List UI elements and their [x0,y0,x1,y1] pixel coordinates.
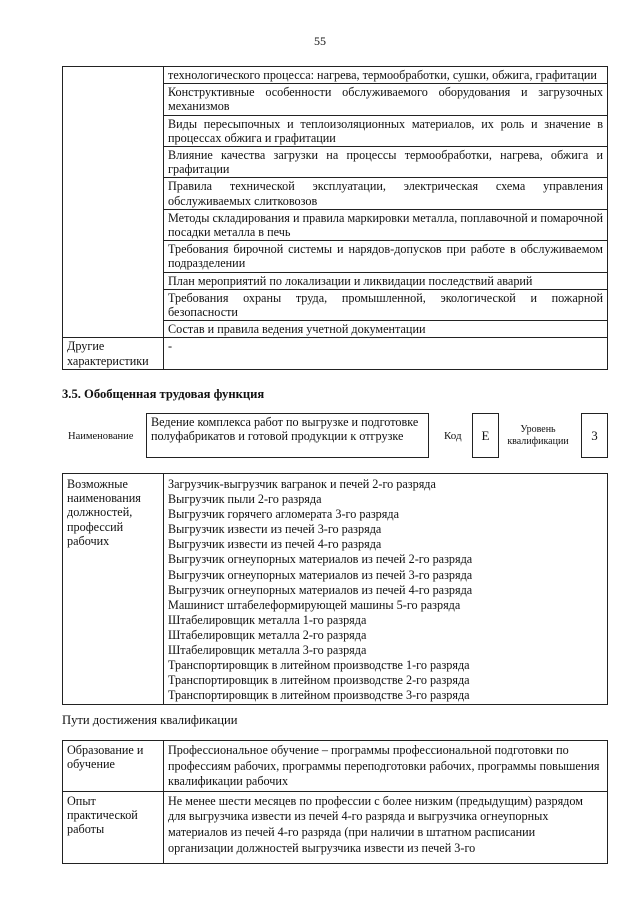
position-item: Штабелировщик металла 3-го разряда [168,643,367,658]
paths-table [62,740,608,864]
experience-label: Опыт практической работы [63,791,164,863]
paths-title: Пути достижения квалификации [62,713,238,727]
knowledge-item: Требования охраны труда, промышленной, экологической и пожарной безопасности [164,289,608,320]
position-item: Машинист штабелеформирующей машины 5-го разряда [168,597,461,612]
position-item: Загрузчик-выгрузчик вагранок и печей 2-го разряда [168,477,436,491]
education-value: Профессиональное обучение – программы профессиональной подготовки по профессиям рабочих, программы переподготовки рабочих, программы повышения квалификации рабочих [164,741,608,792]
knowledge-item: План мероприятий по локализации и ликвидации последствий аварий [164,272,608,289]
table-row [63,741,608,792]
knowledge-label-cell [63,67,164,338]
other-characteristics-value: - [164,338,608,369]
gtf-level-value: 3 [581,413,608,458]
knowledge-item: Состав и правила ведения учетной документации [164,321,608,338]
knowledge-table [62,66,608,370]
position-item: Транспортировщик в литейном производстве 3-го разряда [168,688,470,703]
position-item: Выгрузчик огнеупорных материалов из печей 2-го разряда [168,552,473,567]
gtf-name-label: Наименование [68,431,134,442]
knowledge-item: Виды пересыпочных и теплоизоляционных материалов, их роль и значение в процессах обжига и графитации [164,115,608,146]
position-item: Выгрузчик огнеупорных материалов из печей 4-го разряда [168,582,473,597]
knowledge-item: Правила технической эксплуатации, электрическая схема управления обслуживаемых слитковозов [164,178,608,209]
table-row [63,338,608,369]
gtf-code-value: Е [472,413,499,458]
position-item: Штабелировщик металла 1-го разряда [168,612,367,627]
position-item: Выгрузчик огнеупорных материалов из печей 3-го разряда [168,567,473,582]
page-number: 55 [314,34,326,48]
position-item: Выгрузчик пыли 2-го разряда [168,492,322,507]
education-label: Образование и обучение [63,741,164,792]
table-row [63,791,608,863]
position-item: Транспортировщик в литейном производстве 1-го разряда [168,658,470,673]
position-item: Выгрузчик горячего агломерата 3-го разряда [168,507,399,522]
knowledge-item: Конструктивные особенности обслуживаемого оборудования и загрузочных механизмов [164,84,608,115]
positions-list [164,474,608,705]
knowledge-item: Требования бирочной системы и нарядов-допусков при работе в обслуживаемом подразделении [164,241,608,272]
other-characteristics-label: Другие характеристики [63,338,164,369]
position-item: Выгрузчик извести из печей 3-го разряда [168,522,382,537]
positions-table [62,473,608,705]
position-item: Транспортировщик в литейном производстве 2-го разряда [168,673,470,688]
table-row [63,474,608,705]
knowledge-item: Методы складирования и правила маркировки металла, поплавочной и помарочной посадки металла в печь [164,209,608,240]
knowledge-item: технологического процесса: нагрева, термообработки, сушки, обжига, графитации [164,67,608,84]
position-item: Штабелировщик металла 2-го разряда [168,627,367,642]
table-row [63,67,608,84]
positions-label: Возможные наименования должностей, профессий рабочих [63,474,164,705]
gtf-code-label: Код [444,430,462,442]
experience-value: Не менее шести месяцев по профессии с более низким (предыдущим) разрядом для выгрузчика извести из печей 4-го разряда и выгрузчика огнеупорных материалов из печей 4-го разряда (при наличии в штатном расписании организации должностей выгрузчика извести из печей 3-го [164,791,608,863]
gtf-name-value: Ведение комплекса работ по выгрузке и подготовке полуфабрикатов и готовой продукции к отгрузке [146,413,429,458]
gtf-level-label: Уровень квалификации [507,424,569,447]
knowledge-item: Влияние качества загрузки на процессы термообработки, нагрева, обжига и графитации [164,147,608,178]
section-title: 3.5. Обобщенная трудовая функция [62,387,265,401]
position-item: Выгрузчик извести из печей 4-го разряда [168,537,382,552]
